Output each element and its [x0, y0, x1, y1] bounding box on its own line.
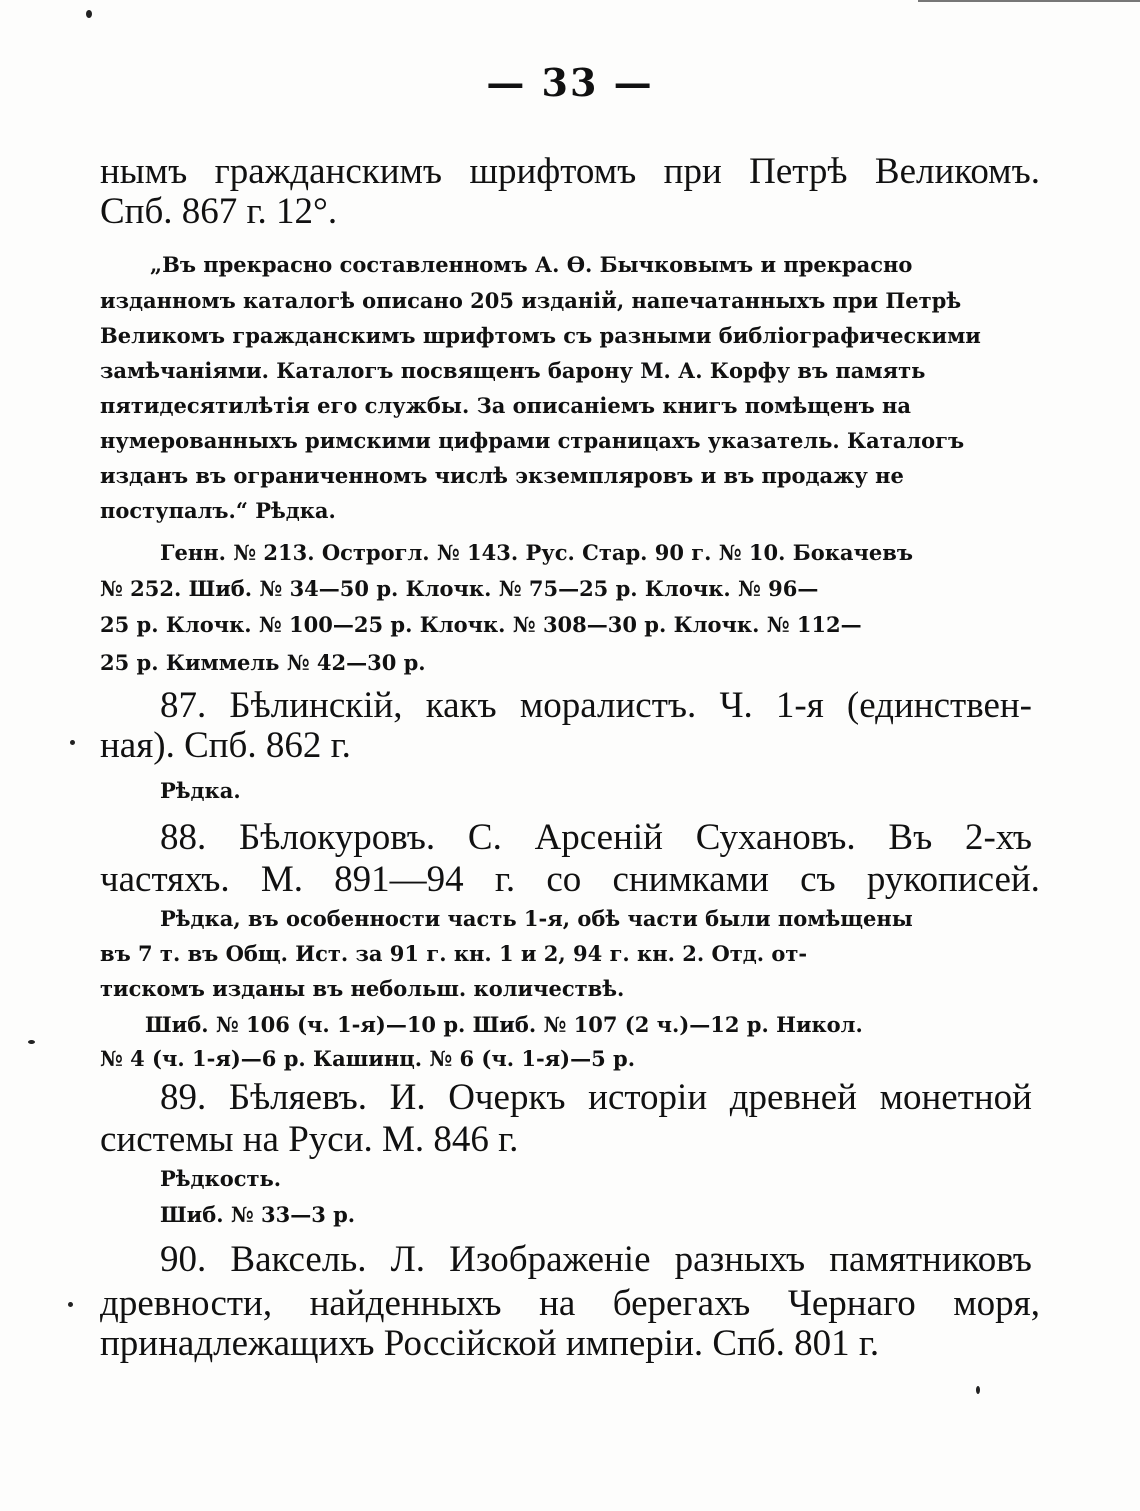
word: моря, [953, 1283, 1040, 1324]
word: И. [389, 1077, 426, 1118]
word: 87. [160, 685, 207, 726]
word: Сухановъ. [695, 817, 856, 858]
reference-line: Шиб. № 106 (ч. 1-я)—10 р. Шиб. № 107 (2 ч.)—12 р. Никол. [145, 1012, 863, 1037]
word: какъ [425, 685, 497, 726]
word: Бѣлокуровъ. [238, 817, 436, 858]
quote-line: поступалъ.“ Рѣдка. [100, 498, 336, 523]
word: на [539, 1283, 576, 1324]
ink-speck [68, 1302, 73, 1307]
quote-line: замѣчаніями. Каталогъ посвященъ барону М. А. Корфу въ память [100, 358, 926, 383]
quote-line: пятидесятилѣтія его службы. За описаніемъ книгъ помѣщенъ на [100, 393, 911, 418]
reference-line: № 4 (ч. 1-я)—6 р. Кашинц. № 6 (ч. 1-я)—5 р. [100, 1046, 636, 1071]
word: рукописей. [866, 859, 1040, 900]
entry-heading [160, 1076, 1032, 1119]
word: шрифтомъ [469, 151, 637, 192]
entry-note: въ 7 т. въ Общ. Ист. за 91 г. кн. 1 и 2, 94 г. кн. 2. Отд. от- [100, 941, 808, 966]
quote-line: „Въ прекрасно составленномъ А. Ѳ. Бычковымъ и прекрасно [150, 252, 913, 277]
quote-line: Великомъ гражданскимъ шрифтомъ съ разными библіографическими [100, 323, 981, 348]
word: Бѣляевъ. [228, 1077, 368, 1118]
reference-line: 25 р. Клочк. № 100—25 р. Клочк. № 308—30 р. Клочк. № 112— [100, 612, 862, 637]
word: монетной [879, 1077, 1032, 1118]
word: древней [729, 1077, 857, 1118]
word: 90. [160, 1239, 207, 1280]
word: Л. [390, 1239, 425, 1280]
word: С. [467, 817, 502, 858]
word: Ч. [719, 685, 753, 726]
word: памятниковъ [829, 1239, 1032, 1280]
word: моралистъ. [519, 685, 697, 726]
text-line [100, 150, 1040, 193]
word: (единствен- [846, 685, 1032, 726]
word: снимками [612, 859, 769, 900]
word: исторіи [588, 1077, 708, 1118]
quote-line: изданъ въ ограниченномъ числѣ экземпляровъ и въ продажу не [100, 463, 904, 488]
entry-heading [160, 684, 1032, 727]
word: нымъ [100, 151, 188, 192]
ink-speck [70, 740, 75, 745]
word: найденныхъ [309, 1283, 502, 1324]
word: Изображеніе [449, 1239, 651, 1280]
word: частяхъ. [100, 859, 230, 900]
word: при [663, 151, 722, 192]
word: 1-я [775, 685, 824, 726]
entry-heading: системы на Руси. М. 846 г. [100, 1119, 519, 1160]
word: г. [494, 859, 516, 900]
ink-speck [976, 1386, 980, 1394]
word: Очеркъ [448, 1077, 566, 1118]
word: древности, [100, 1283, 273, 1324]
entry-heading [100, 858, 1040, 901]
entry-heading [160, 816, 1032, 859]
page-edge-line [918, 0, 1140, 2]
quote-line: нумерованныхъ римскими цифрами страницахъ указатель. Каталогъ [100, 428, 965, 453]
entry-heading [160, 1238, 1032, 1281]
reference-line: 25 р. Киммель № 42—30 р. [100, 650, 426, 675]
ink-speck [86, 10, 92, 18]
word: Арсеній [534, 817, 663, 858]
word: Чернаго [787, 1283, 916, 1324]
word: Бѣлинскій, [229, 685, 403, 726]
word: Петрѣ [749, 151, 848, 192]
word: берегахъ [612, 1283, 751, 1324]
word: со [546, 859, 582, 900]
word: 89. [160, 1077, 207, 1118]
page-number: — 33 — [486, 60, 654, 105]
word: 891—94 [334, 859, 464, 900]
entry-note: Рѣдка. [160, 778, 241, 803]
word: Великомъ. [874, 151, 1040, 192]
reference-line: Генн. № 213. Острогл. № 143. Рус. Стар. 90 г. № 10. Бокачевъ [160, 540, 913, 565]
entry-note: Рѣдка, въ особенности часть 1-я, обѣ части были помѣщены [160, 906, 913, 931]
word: Въ [888, 817, 933, 858]
reference-line: Шиб. № 33—3 р. [160, 1202, 356, 1227]
word: гражданскимъ [214, 151, 443, 192]
word: 2-хъ [964, 817, 1032, 858]
text-line: Спб. 867 г. 12°. [100, 191, 338, 232]
word: разныхъ [674, 1239, 806, 1280]
quote-line: изданномъ каталогѣ описано 205 изданій, напечатанныхъ при Петрѣ [100, 288, 962, 313]
ink-speck [28, 1040, 35, 1044]
word: Ваксель. [230, 1239, 367, 1280]
reference-line: № 252. Шиб. № 34—50 р. Клочк. № 75—25 р. Клочк. № 96— [100, 576, 819, 601]
entry-note: Рѣдкость. [160, 1166, 282, 1191]
word: 88. [160, 817, 207, 858]
word: М. [260, 859, 303, 900]
entry-heading [100, 1282, 1040, 1325]
word: съ [800, 859, 836, 900]
entry-heading: принадлежащихъ Россійской имперіи. Спб. 801 г. [100, 1323, 880, 1364]
entry-heading: ная). Спб. 862 г. [100, 725, 351, 766]
entry-note: тискомъ изданы въ небольш. количествѣ. [100, 976, 625, 1001]
